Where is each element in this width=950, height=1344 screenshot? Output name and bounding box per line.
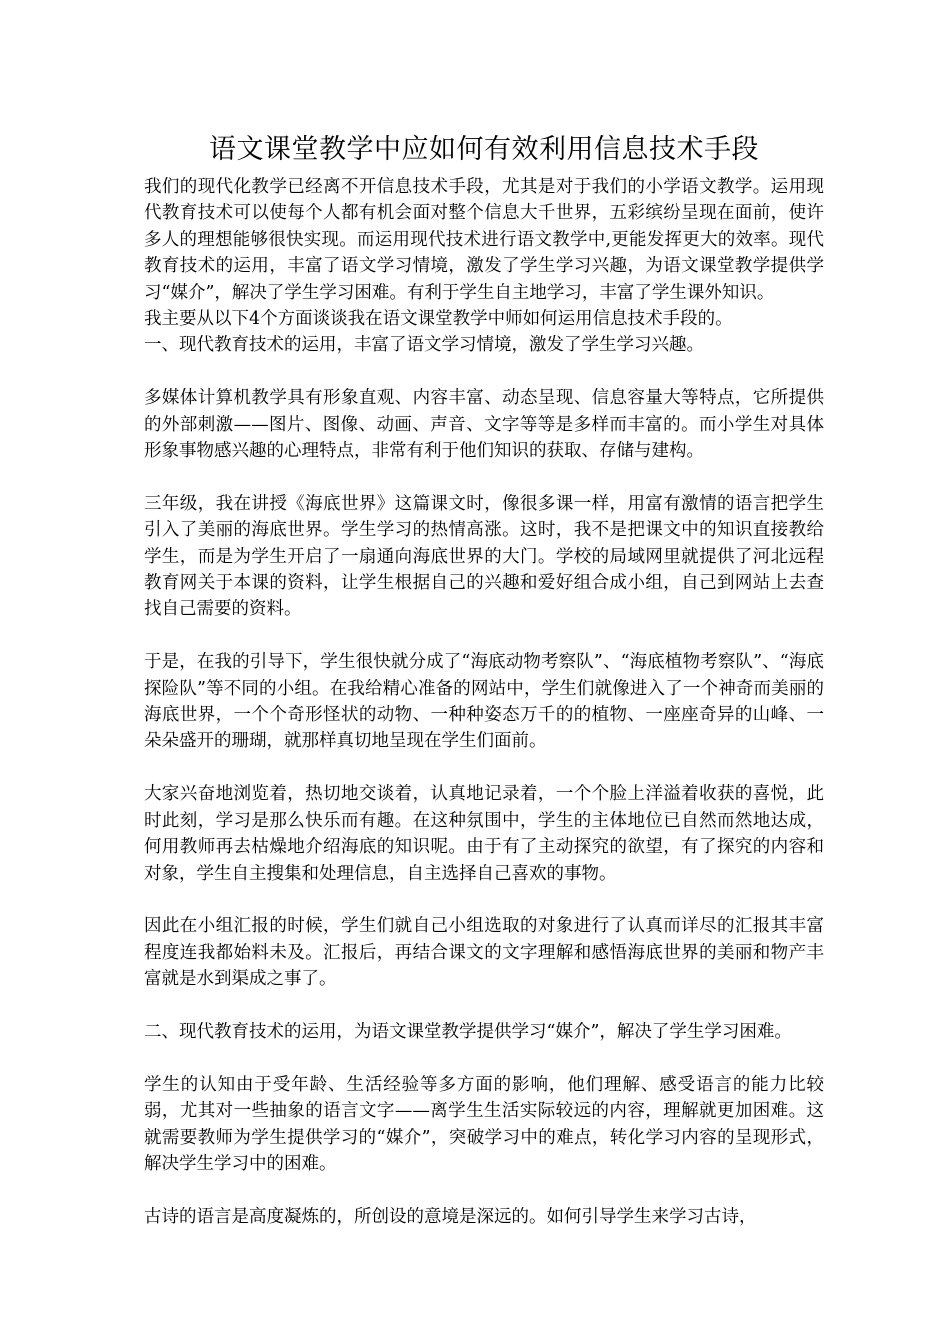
paragraph-gap [144,887,824,913]
paragraph-gap [144,993,824,1019]
poetry-paragraph: 古诗的语言是高度凝炼的，所创设的意境是深远的。如何引导学生来学习古诗， [144,1206,757,1227]
multimedia-paragraph: 多媒体计算机教学具有形象直观、内容丰富、动态呈现、信息容量大等特点，它所提供的外部刺激——图片、图像、动画、声音、文字等等是多样而丰富的。而小学生对具体形象事物感兴趣的心理特点，非常有利于他们知识的获取、存储与建构。 [144,388,824,462]
browsing-paragraph: 大家兴奋地浏览着，热切地交谈着，认真地记录着，一个个脸上洋溢着收获的喜悦，此时此刻，学习是那么快乐而有趣。在这种氛围中，学生的主体地位已自然而然地达成，何用教师再去枯燥地介绍海底的知识呢。由于有了主动探究的欲望，有了探究的内容和对象，学生自主搜集和处理信息，自主选择自己喜欢的事物。 [144,784,824,884]
report-paragraph: 因此在小组汇报的时候，学生们就自己小组选取的对象进行了认真而详尽的汇报其丰富程度连我都始料未及。汇报后，再结合课文的文字理解和感悟海底世界的美丽和物产丰富就是水到渠成之事了。 [144,916,824,990]
paragraph-gap [144,464,824,490]
paragraph-gap [144,359,824,385]
outline-paragraph: 我主要从以下4个方面谈谈我在语文课堂教学中师如何运用信息技术手段的。 [144,309,733,330]
paragraph-gap [144,623,824,649]
groups-paragraph: 于是，在我的引导下，学生很快就分成了“海底动物考察队”、“海底植物考察队”、“海底探险队”等不同的小组。在我给精心准备的网站中，学生们就像进入了一个神奇而美丽的海底世界，一个个奇形怪状的动物、一种种姿态万千的的植物、一座座奇异的山峰、一朵朵盛开的珊瑚，就那样真切地呈现在学生们面前。 [144,652,824,752]
document-title: 语文课堂教学中应如何有效利用信息技术手段 [209,134,759,165]
section-one-heading: 一、现代教育技术的运用，丰富了语文学习情境，激发了学生学习兴趣。 [144,335,704,356]
section-two-heading: 二、现代教育技术的运用，为语文课堂教学提供学习“媒介”，解决了学生学习困难。 [144,1021,792,1042]
paragraph-gap [144,1045,824,1071]
paragraph-gap [144,1177,824,1203]
paragraph-gap [144,755,824,781]
document-page [144,130,824,1230]
cognition-paragraph: 学生的认知由于受年龄、生活经验等多方面的影响，他们理解、感受语言的能力比较弱，尤其对一些抽象的语言文字——离学生生活实际较远的内容，理解就更加困难。这就需要教师为学生提供学习的“媒介”，突破学习中的难点，转化学习内容的呈现形式，解决学生学习中的困难。 [144,1074,824,1174]
intro-paragraph: 我们的现代化教学已经离不开信息技术手段，尤其是对于我们的小学语文教学。运用现代教育技术可以使每个人都有机会面对整个信息大千世界，五彩缤纷呈现在面前，使许多人的理想能够很快实现。而运用现代技术进行语文教学中,更能发挥更大的效率。现代教育技术的运用，丰富了语文学习情境，激发了学生学习兴趣，为语文课堂教学提供学习“媒介”，解决了学生学习困难。有利于学生自主地学习，丰富了学生课外知识。 [144,177,824,303]
lesson-paragraph: 三年级，我在讲授《海底世界》这篇课文时，像很多课一样，用富有激情的语言把学生引入了美丽的海底世界。学生学习的热情高涨。这时，我不是把课文中的知识直接教给学生，而是为学生开启了一扇通向海底世界的大门。学校的局域网里就提供了河北远程教育网关于本课的资料，让学生根据自己的兴趣和爱好组合成小组，自己到网站上去查找自己需要的资料。 [144,493,824,620]
